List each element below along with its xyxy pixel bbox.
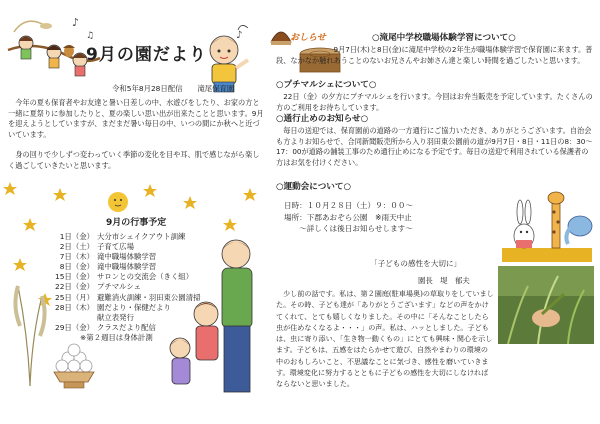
schedule-event: 園だより・保健だより (97, 302, 171, 312)
essay-title: 「子どもの感性を大切に」 (370, 259, 462, 268)
intro-paragraph-2: 身の回りで少しずつ変わっていく季節の変化を目や耳、肌で感じながら楽しく過ごしていきたいと思います。 (8, 150, 260, 170)
essay-author: 園長 堤 郁夫 (418, 276, 470, 285)
family-moon-viewing-illustration (166, 232, 266, 402)
schedule-date: 1日（金） (59, 232, 94, 241)
schedule-date: 7日（木） (59, 252, 94, 262)
intro-paragraph-1: 今年の夏も保育者やお友達と暑い日差しの中、水遊びをしたり、お家の方と一緒に夏祭りに参加したりと、夏の楽しい思い出が出来たことと思います。9月を迎えようとしていますが、まだまだ暑い毎日の中、いつの間にか秋へと近づいています。 (8, 98, 264, 139)
dango-offering-illustration (48, 334, 104, 390)
grass-photo (498, 266, 594, 344)
svg-text:♪: ♪ (72, 16, 80, 29)
schedule-event: 献立表発行 (97, 312, 134, 322)
schedule-date: 28日（木） (55, 302, 94, 312)
schedule-event: プチマルシェ (97, 282, 142, 292)
news-section-1-heading: ○滝尾中学校職場体験学習について○ (372, 33, 516, 43)
news-section-4-heading: ○運動会について○ (276, 182, 351, 192)
essay-body: 少し前の話です。私は、第２園庭(駐車場奥)の草取りをしていました。その時、子ども達が「ありがとうございます」などの声をかけてくれて、とても嬉しくなりました。その中に「そんなことしたら虫が住めなくなるよ・・・」の声。私は、ハッとしました。子どもは、虫に寄り添い、「生き物一動くもの」にとても興味・関心を示します。子どもは、五感をはたらかせて遊び、自然やまわりの環境の中のおもしろいこと、不思議なことに気づき、感性を磨いていきます。環境変化に努力するとともに子どもの感性を大切にしなければならないと思いました。 (276, 289, 494, 389)
news-label (290, 30, 326, 43)
schedule-event: 子育て広場 (97, 242, 134, 252)
news-section-3-body: 毎日の送迎では、保育園前の道路の一方通行にご協力いただき、ありがとうございます。自治会も方よりお知らせで、合同新聞販売所から入り羽田東公園前の道が9月7日・8日・11日の8：30～17：00が道路の舗装工事のため通行止めになる予定です。毎日の送迎で利用されている保護者の方はお気を付けください。 (276, 126, 593, 167)
page-title (86, 40, 207, 65)
svg-text:♫: ♫ (86, 31, 95, 41)
schedule-event: クラスだより配信 (97, 322, 156, 332)
acorn-icon (62, 41, 76, 57)
svg-text:♪: ♪ (236, 30, 243, 41)
schedule-date: 8日（金） (59, 262, 94, 272)
news-section-2-heading: ○プチマルシェについて○ (276, 80, 377, 90)
news-section-1-body: 9月7日(木)と8日(金)に滝尾中学校の2年生が職場体験学習で保育園に来ます。普段、なかなか触れあうことのないお兄さんやお姉さん達と楽しい時間を過ごしたいと思います。 (276, 45, 593, 65)
news-section-3-heading: ○通行止めのお知らせ○ (276, 114, 369, 124)
news-section-2-body: 22日（金）の夕方にプチマルシェを行います。今回はお弁当販売を予定しています。たくさんの方のご利用をお待ちしています。 (276, 92, 593, 112)
page-title-text: 9月の園だより (86, 45, 207, 65)
schedule-date: 2日（土） (59, 242, 94, 252)
schedule-event: 大分市シェイクアウト訓練 (97, 232, 186, 241)
schedule-event: 滝中職場体験学習 (97, 262, 157, 272)
schedule-date: 25日（月） (55, 292, 94, 302)
schedule-date: 15日（金） (55, 272, 94, 282)
date-line: 令和5年8月28日配信 滝尾保育園 (112, 84, 235, 93)
animals-illustration (494, 186, 596, 268)
pampas-grass-illustration (10, 276, 50, 386)
schedule-event: サロンとの交流会（きく組） (97, 272, 194, 282)
schedule-note-text: ※第２週目は身体計測 (80, 332, 153, 342)
schedule-event: 滝中職場体験学習 (97, 252, 157, 262)
schedule-date: 29日（金） (55, 322, 94, 332)
schedule-event: 避難消火訓練・羽田東公園清掃 (97, 292, 201, 302)
moon-icon (104, 190, 132, 214)
news-label-text: おしらせ (290, 33, 326, 43)
schedule-title: 9月の行事予定 (106, 218, 167, 228)
news-section-4-body: 日時：１０月２８日（土）９：００～ 場所：下郡あおぞら公園 ※雨天中止 ～詳しくは後日お知らせします～ (284, 201, 414, 233)
schedule-date: 22日（金） (55, 282, 94, 292)
